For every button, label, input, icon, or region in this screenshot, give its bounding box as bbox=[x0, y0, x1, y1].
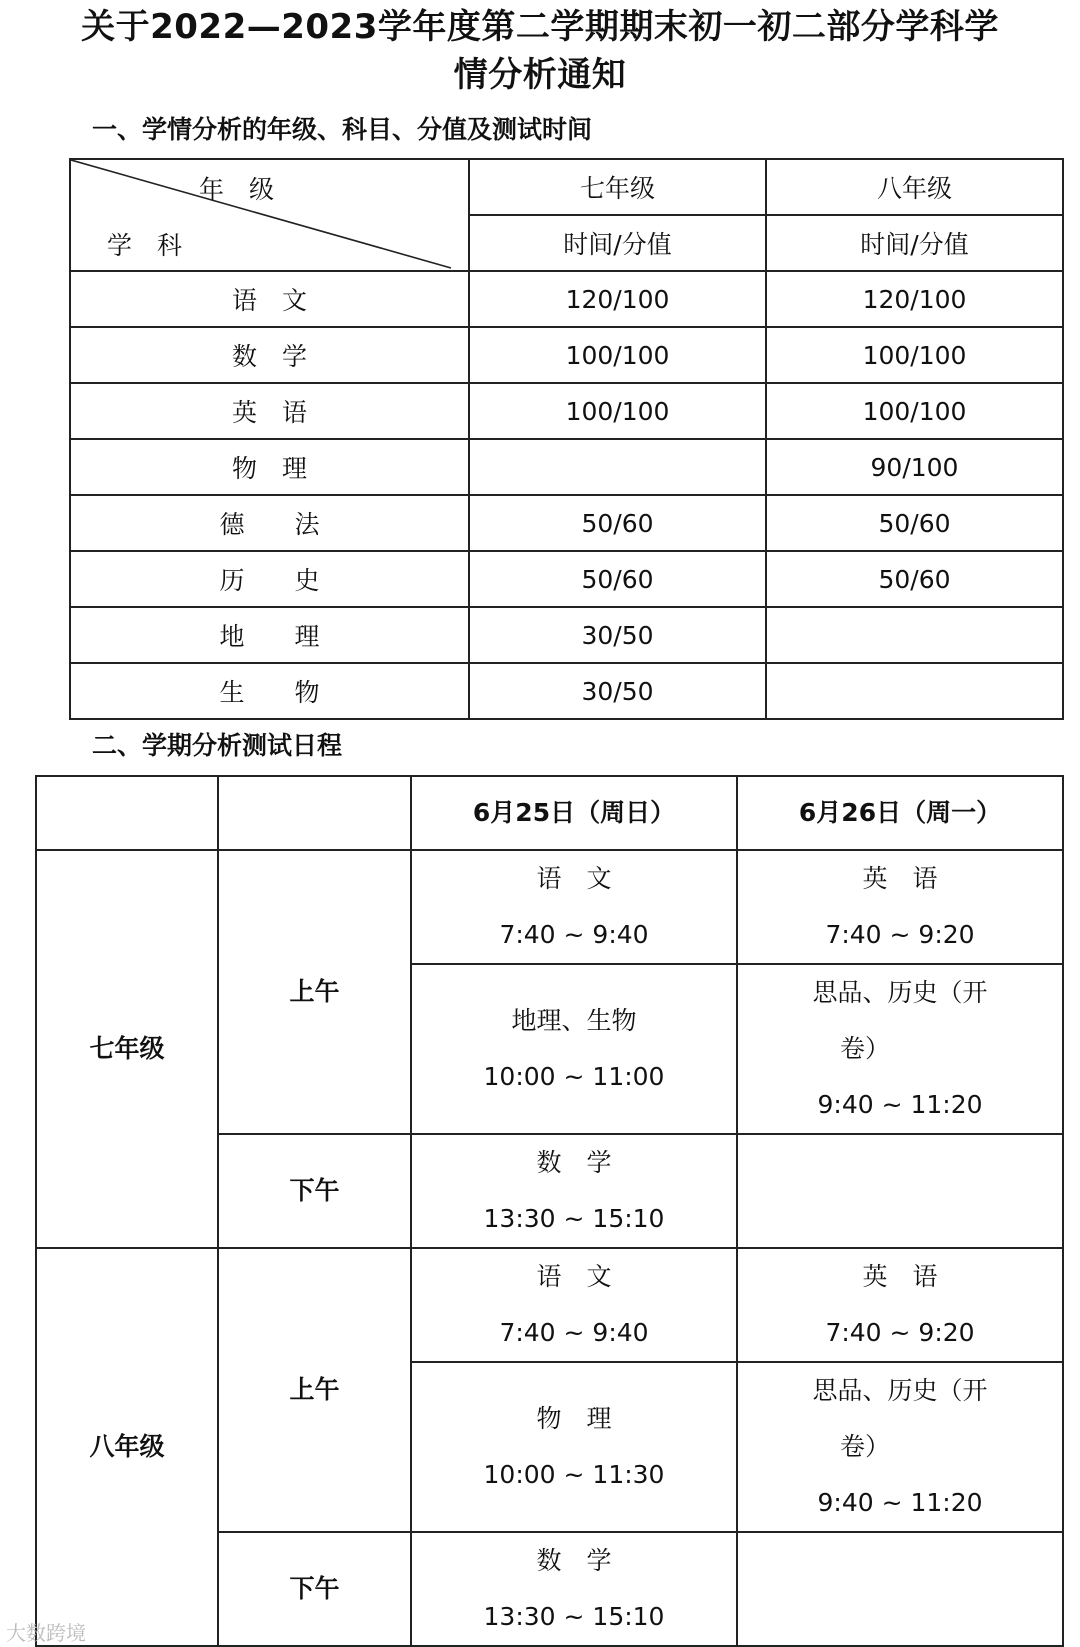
grade-7-day1-morning-1 bbox=[411, 850, 737, 964]
table-row bbox=[70, 551, 1063, 607]
grade-7-afternoon-label: 下午 bbox=[218, 1134, 411, 1248]
grade-7-value: 120/100 bbox=[469, 271, 766, 327]
exam-subject: 思品、历史（开 bbox=[812, 978, 988, 1007]
exam-time: 7:40 ~ 9:40 bbox=[499, 1318, 649, 1347]
column-header-grade-7: 七年级 bbox=[469, 159, 766, 215]
grade-8-value: 100/100 bbox=[766, 327, 1063, 383]
table-row bbox=[70, 271, 1063, 327]
exam-subject: 英 语 bbox=[862, 1262, 938, 1291]
subject-cell: 数 学 bbox=[70, 327, 469, 383]
section-2-heading: 二、学期分析测试日程 bbox=[92, 731, 343, 760]
exam-subject-continued: 卷） bbox=[839, 1432, 890, 1461]
exam-subject: 思品、历史（开 bbox=[812, 1376, 988, 1405]
exam-time: 13:30 ~ 15:10 bbox=[483, 1204, 665, 1233]
exam-time: 9:40 ~ 11:20 bbox=[817, 1090, 983, 1119]
grade-7-value: 30/50 bbox=[469, 663, 766, 719]
empty-header-cell bbox=[36, 776, 218, 850]
subject-cell: 英 语 bbox=[70, 383, 469, 439]
table-row bbox=[70, 663, 1063, 719]
corner-cell bbox=[70, 159, 469, 271]
grade-7-day2-morning-2 bbox=[737, 964, 1063, 1134]
grade-7-value: 100/100 bbox=[469, 327, 766, 383]
grade-8-value bbox=[766, 663, 1063, 719]
exam-subject: 英 语 bbox=[862, 864, 938, 893]
grade-7-day1-morning-2 bbox=[411, 964, 737, 1134]
grade-8-value: 50/60 bbox=[766, 551, 1063, 607]
subject-cell: 生 物 bbox=[70, 663, 469, 719]
corner-grade-label: 年 级 bbox=[199, 175, 275, 204]
exam-schedule-table bbox=[35, 775, 1064, 1647]
exam-time: 10:00 ~ 11:30 bbox=[483, 1460, 665, 1489]
grade-8-day1-morning-1 bbox=[411, 1248, 737, 1362]
grade-7-morning-label: 上午 bbox=[218, 850, 411, 1134]
corner-subject-label: 学 科 bbox=[107, 231, 183, 260]
schedule-row bbox=[36, 850, 1063, 964]
table-row bbox=[70, 607, 1063, 663]
empty-header-cell bbox=[218, 776, 411, 850]
watermark: 大数跨境 bbox=[6, 1621, 86, 1645]
table-row bbox=[70, 383, 1063, 439]
grade-8-day1-morning-2 bbox=[411, 1362, 737, 1532]
grade-8-afternoon-label: 下午 bbox=[218, 1532, 411, 1646]
table-row bbox=[70, 327, 1063, 383]
grade-7-day2-afternoon bbox=[737, 1134, 1063, 1248]
table-header-row bbox=[70, 159, 1063, 215]
exam-time: 13:30 ~ 15:10 bbox=[483, 1602, 665, 1631]
subject-cell: 物 理 bbox=[70, 439, 469, 495]
grade-7-value: 50/60 bbox=[469, 495, 766, 551]
date-header-day-1: 6月25日（周日） bbox=[411, 776, 737, 850]
schedule-row bbox=[36, 1248, 1063, 1362]
grade-8-value: 100/100 bbox=[766, 383, 1063, 439]
grade-7-day2-morning-1 bbox=[737, 850, 1063, 964]
subject-score-table bbox=[69, 158, 1064, 720]
subject-cell: 语 文 bbox=[70, 271, 469, 327]
exam-subject: 语 文 bbox=[536, 1262, 612, 1291]
grade-8-value: 90/100 bbox=[766, 439, 1063, 495]
subheader-grade-7: 时间/分值 bbox=[469, 215, 766, 271]
exam-time: 7:40 ~ 9:40 bbox=[499, 920, 649, 949]
section-1-heading: 一、学情分析的年级、科目、分值及测试时间 bbox=[92, 115, 593, 144]
grade-8-value: 120/100 bbox=[766, 271, 1063, 327]
date-header-day-2: 6月26日（周一） bbox=[737, 776, 1063, 850]
grade-8-morning-label: 上午 bbox=[218, 1248, 411, 1532]
notice-title-line-2: 情分析通知 bbox=[453, 55, 627, 95]
grade-8-day2-afternoon bbox=[737, 1532, 1063, 1646]
subject-cell: 地 理 bbox=[70, 607, 469, 663]
exam-subject: 地理、生物 bbox=[511, 1006, 637, 1035]
exam-time: 9:40 ~ 11:20 bbox=[817, 1488, 983, 1517]
table-row bbox=[70, 439, 1063, 495]
subheader-grade-8: 时间/分值 bbox=[766, 215, 1063, 271]
grade-7-label: 七年级 bbox=[36, 850, 218, 1248]
column-header-grade-8: 八年级 bbox=[766, 159, 1063, 215]
grade-8-value bbox=[766, 607, 1063, 663]
subject-cell: 德 法 bbox=[70, 495, 469, 551]
schedule-header-row bbox=[36, 776, 1063, 850]
grade-7-value bbox=[469, 439, 766, 495]
exam-subject-continued: 卷） bbox=[839, 1034, 890, 1063]
grade-8-day1-afternoon bbox=[411, 1532, 737, 1646]
subject-cell: 历 史 bbox=[70, 551, 469, 607]
grade-7-value: 50/60 bbox=[469, 551, 766, 607]
exam-subject: 语 文 bbox=[536, 864, 612, 893]
exam-time: 7:40 ~ 9:20 bbox=[825, 920, 975, 949]
grade-8-day2-morning-2 bbox=[737, 1362, 1063, 1532]
grade-8-label: 八年级 bbox=[36, 1248, 218, 1646]
exam-subject: 数 学 bbox=[536, 1546, 612, 1575]
exam-subject: 物 理 bbox=[536, 1404, 612, 1433]
exam-subject: 数 学 bbox=[536, 1148, 612, 1177]
grade-7-value: 100/100 bbox=[469, 383, 766, 439]
grade-7-day1-afternoon bbox=[411, 1134, 737, 1248]
grade-8-day2-morning-1 bbox=[737, 1248, 1063, 1362]
grade-8-value: 50/60 bbox=[766, 495, 1063, 551]
exam-time: 7:40 ~ 9:20 bbox=[825, 1318, 975, 1347]
table-row bbox=[70, 495, 1063, 551]
exam-time: 10:00 ~ 11:00 bbox=[483, 1062, 665, 1091]
grade-7-value: 30/50 bbox=[469, 607, 766, 663]
notice-title-line-1: 关于2022—2023学年度第二学期期末初一初二部分学科学 bbox=[81, 7, 999, 47]
